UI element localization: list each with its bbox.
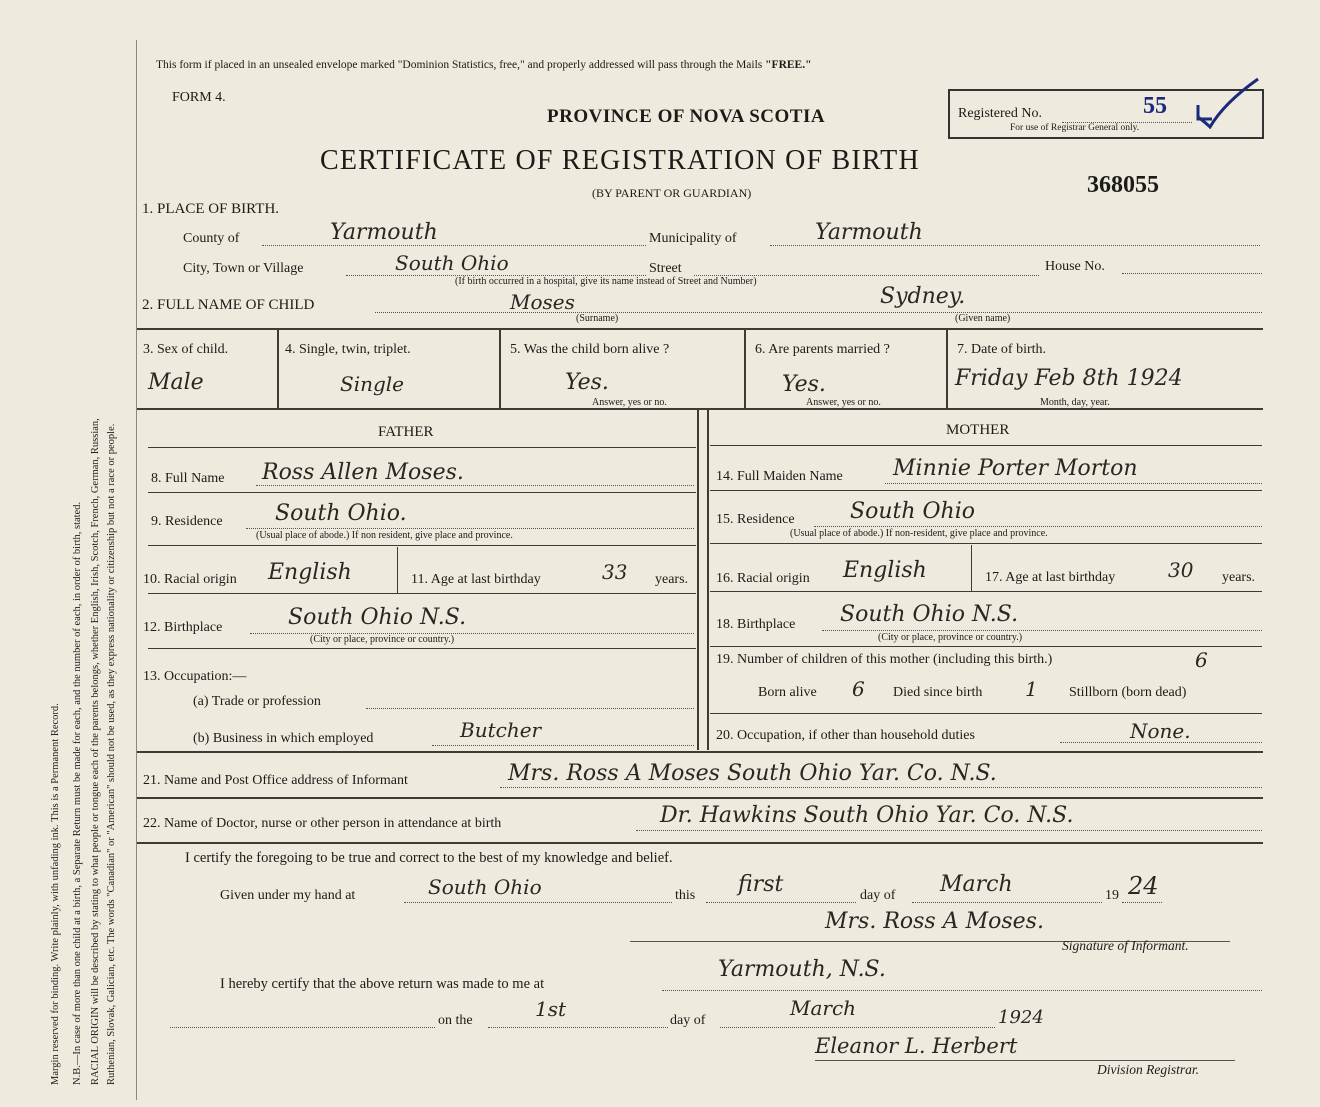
child-name-label: 2. FULL NAME OF CHILD [142, 297, 315, 313]
father-residence: South Ohio. [275, 501, 407, 526]
born-alive-note: Answer, yes or no. [592, 397, 667, 408]
form-number: FORM 4. [172, 90, 226, 105]
occupation-label: 13. Occupation:— [143, 669, 247, 684]
registrar-place: Yarmouth, N.S. [718, 957, 886, 982]
margin-note-1: Margin reserved for binding. Write plainly, with unfading ink. This is a Permanent Record. [50, 703, 61, 1085]
registrar-label: Division Registrar. [1097, 1062, 1200, 1077]
city-value: South Ohio [395, 251, 509, 275]
certificate-subtitle: (BY PARENT OR GUARDIAN) [592, 186, 752, 200]
serial-number: 368055 [1087, 172, 1159, 198]
informant-signature: Mrs. Ross A Moses. [825, 909, 1044, 934]
mother-birthplace: South Ohio N.S. [840, 602, 1019, 627]
mother-age-label: 17. Age at last birthday [985, 570, 1116, 585]
cert-day: first [738, 872, 784, 897]
father-residence-note: (Usual place of abode.) If non resident, give place and province. [256, 530, 513, 541]
father-race-label: 10. Racial origin [143, 572, 237, 587]
born-alive-label: 5. Was the child born alive ? [510, 342, 670, 357]
mother-heading: MOTHER [946, 422, 1010, 438]
registered-number-value: 55 [1143, 93, 1167, 119]
registrar-year: 1924 [998, 1007, 1044, 1028]
mail-notice [156, 59, 811, 71]
surname-note: (Surname) [576, 313, 619, 324]
father-race: English [268, 560, 352, 585]
cert-year: 24 [1128, 872, 1159, 900]
cert-month: March [940, 872, 1013, 897]
parents-married-note: Answer, yes or no. [806, 397, 881, 408]
registrar-signature: Eleanor L. Herbert [815, 1034, 1018, 1058]
mother-age-unit: years. [1222, 570, 1256, 585]
father-name: Ross Allen Moses. [262, 460, 464, 485]
birth-date-label: 7. Date of birth. [957, 342, 1047, 357]
mother-race-label: 16. Racial origin [716, 571, 810, 586]
informant-value: Mrs. Ross A Moses South Ohio Yar. Co. N.S. [508, 761, 997, 786]
parents-married-label: 6. Are parents married ? [755, 342, 890, 357]
died-label: Died since birth [893, 685, 983, 700]
stillborn-label: Stillborn (born dead) [1069, 685, 1187, 700]
child-given-name: Sydney. [880, 284, 966, 309]
this-label: this [675, 888, 696, 903]
given-place: South Ohio [428, 875, 542, 899]
business-label: (b) Business in which employed [193, 731, 374, 746]
county-label: County of [183, 231, 240, 246]
mother-name: Minnie Porter Morton [893, 456, 1138, 481]
registered-number-label: Registered No. [958, 106, 1042, 121]
mother-residence-note: (Usual place of abode.) If non-resident, give place and province. [790, 528, 1048, 539]
given-name-note: (Given name) [955, 313, 1011, 324]
mail-notice-text: This form if placed in an unsealed envelope marked "Dominion Statistics, free," and properly addressed will pass through the Mails [156, 59, 763, 71]
sex-label: 3. Sex of child. [143, 342, 229, 357]
mother-birthplace-label: 18. Birthplace [716, 617, 796, 632]
sex-value: Male [148, 370, 204, 395]
plurality-label: 4. Single, twin, triplet. [285, 342, 411, 357]
check-mark-icon [1194, 77, 1264, 129]
born-alive-count: 6 [852, 677, 865, 701]
year-prefix: 19 [1105, 888, 1119, 903]
municipality-value: Yarmouth [815, 220, 923, 245]
father-age-unit: years. [655, 572, 689, 587]
parents-married-value: Yes. [782, 372, 826, 397]
on-the-label: on the [438, 1013, 473, 1028]
city-label: City, Town or Village [183, 261, 304, 276]
registered-number-note: For use of Registrar General only. [1010, 123, 1140, 133]
mother-occupation: None. [1130, 719, 1191, 743]
certificate-title: CERTIFICATE OF REGISTRATION OF BIRTH [320, 145, 920, 176]
mother-occupation-label: 20. Occupation, if other than household duties [716, 728, 975, 743]
father-birthplace-note: (City or place, province or country.) [310, 634, 455, 645]
county-value: Yarmouth [330, 220, 438, 245]
margin-note-2: N.B.—In case of more than one child at a birth, a Separate Return must be made for each, and the number of each, in order of birth, stated. [72, 501, 83, 1085]
child-surname: Moses [510, 290, 575, 314]
father-name-label: 8. Full Name [151, 471, 225, 486]
place-heading: 1. PLACE OF BIRTH. [142, 201, 280, 217]
father-residence-label: 9. Residence [151, 514, 223, 529]
doctor-label: 22. Name of Doctor, nurse or other person in attendance at birth [143, 816, 502, 831]
registrar-statement: I hereby certify that the above return was made to me at [220, 976, 545, 992]
born-alive-value: Yes. [565, 370, 609, 395]
margin-note-3: RACIAL ORIGIN will be described by stating to what people or tongue each of the parents belongs, whether English, Irish, Scotch, French, German, Russian, [90, 418, 101, 1085]
certify-statement: I certify the foregoing to be true and correct to the best of my knowledge and belief. [185, 850, 673, 866]
signature-label: Signature of Informant. [1062, 938, 1189, 953]
given-under-label: Given under my hand at [220, 888, 356, 903]
margin-note-4: Ruthenian, Slovak, Galician, etc. The words "Canadian" or "American" should not be used, as they express nationality or citizenship but not a race or people. [106, 423, 117, 1085]
mother-residence-label: 15. Residence [716, 512, 795, 527]
informant-label: 21. Name and Post Office address of Informant [143, 773, 408, 788]
mother-residence: South Ohio [850, 499, 975, 524]
birth-date-value: Friday Feb 8th 1924 [955, 366, 1183, 391]
born-alive-count-label: Born alive [758, 685, 817, 700]
father-birthplace: South Ohio N.S. [288, 605, 467, 630]
house-number-label: House No. [1045, 259, 1105, 274]
binding-margin-line [136, 40, 137, 1100]
mother-race: English [843, 558, 927, 583]
birth-date-note: Month, day, year. [1040, 397, 1110, 408]
plurality-value: Single [340, 372, 405, 396]
mother-birthplace-note: (City or place, province or country.) [878, 632, 1023, 643]
died-count: 1 [1025, 677, 1038, 701]
father-age: 33 [602, 560, 628, 584]
province-heading: PROVINCE OF NOVA SCOTIA [547, 106, 826, 127]
day-of-label: day of [860, 888, 896, 903]
municipality-label: Municipality of [649, 231, 737, 246]
registrar-month: March [790, 996, 857, 1020]
street-label: Street [649, 261, 682, 276]
mother-age: 30 [1168, 558, 1194, 582]
father-birthplace-label: 12. Birthplace [143, 620, 223, 635]
registered-number-box [948, 89, 1264, 139]
registrar-day: 1st [535, 997, 567, 1021]
doctor-value: Dr. Hawkins South Ohio Yar. Co. N.S. [660, 803, 1074, 828]
mail-notice-free: "FREE." [765, 59, 812, 71]
trade-label: (a) Trade or profession [193, 694, 321, 709]
registrar-day-of-label: day of [670, 1013, 706, 1028]
father-age-label: 11. Age at last birthday [411, 572, 541, 587]
hospital-note: (If birth occurred in a hospital, give its name instead of Street and Number) [455, 276, 757, 287]
business-value: Butcher [460, 718, 542, 742]
children-count: 6 [1195, 648, 1208, 672]
father-heading: FATHER [378, 424, 434, 440]
children-count-label: 19. Number of children of this mother (including this birth.) [716, 652, 1053, 667]
mother-name-label: 14. Full Maiden Name [716, 469, 843, 484]
